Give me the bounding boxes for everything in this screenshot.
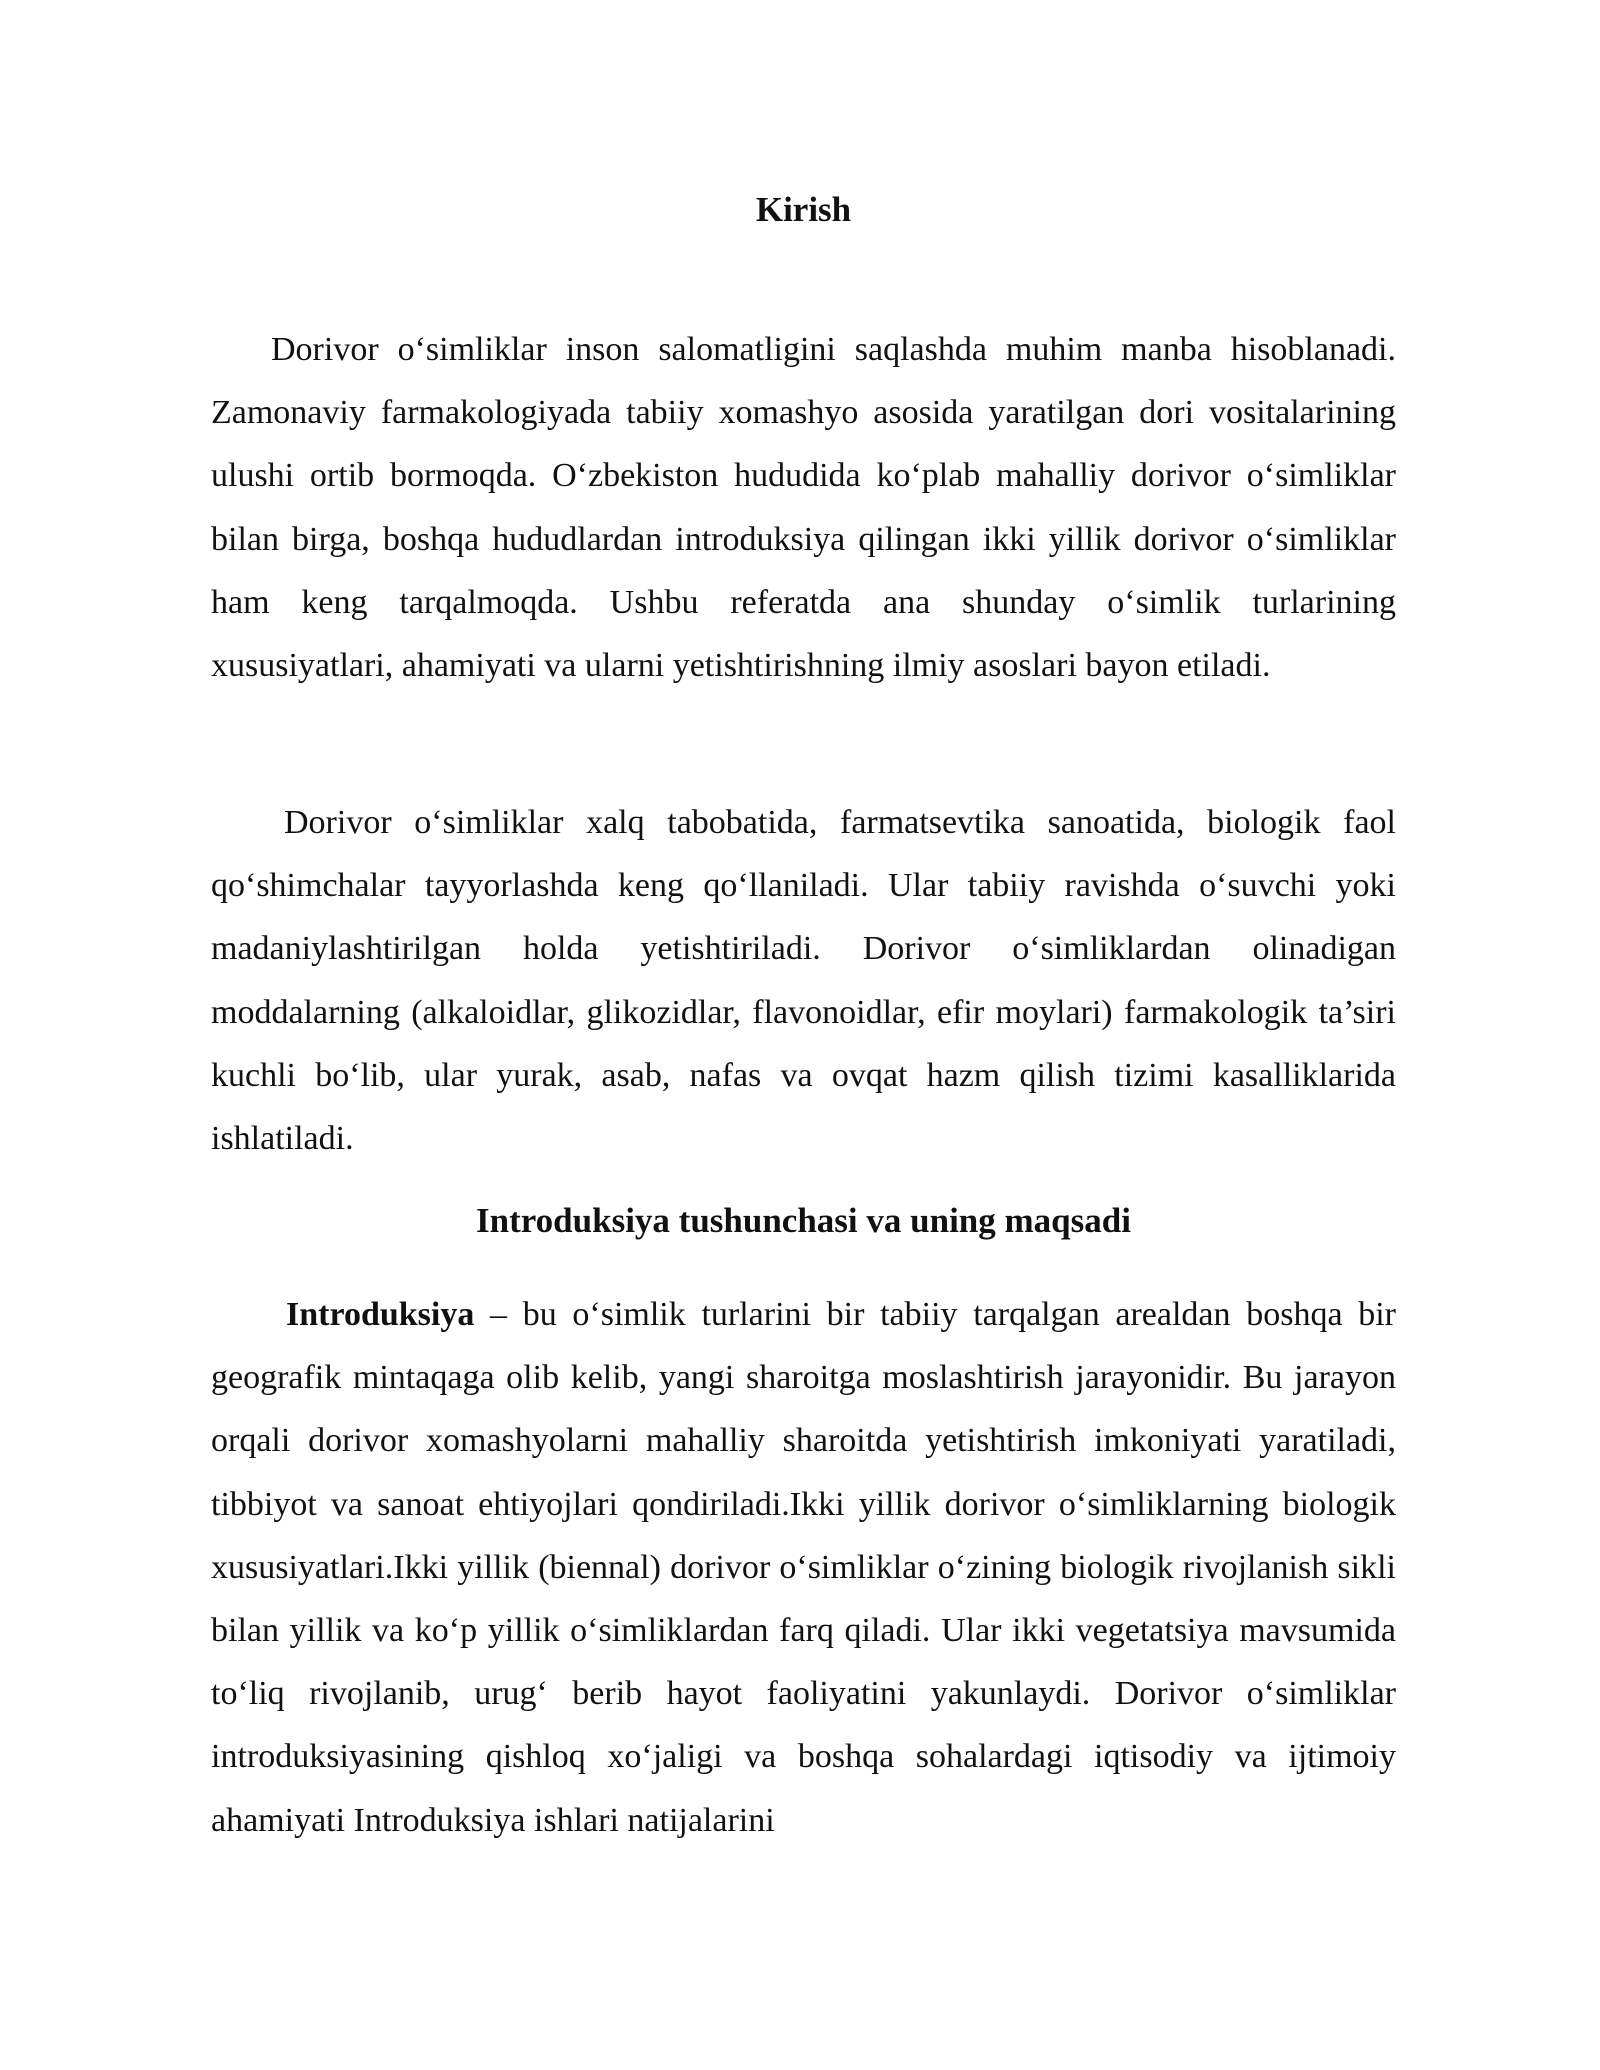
paragraph-introduksiya-text: – bu o‘simlik turlarini bir tabiiy tarqalgan arealdan boshqa bir geografik mintaqaga olib kelib, yangi sharoitga moslashtirish jarayonidir. Bu jarayon orqali dorivor xomashyolarni mahalliy sharoitda yetishtirish imkoniyati yaratiladi, tibbiyot va sanoat ehtiyojlari qondiriladi.Ikki yillik dorivor o‘simliklarning biologik xususiyatlari.Ikki yillik (biennal) dorivor o‘simliklar o‘zining biologik rivojlanish sikli bilan yillik va ko‘p yillik o‘simliklardan farq qiladi. Ular ikki vegetatsiya mavsumida to‘liq rivojlanib, urug‘ berib hayot faoliyatini yakunlaydi. Dorivor o‘simliklar introduksiyasining qishloq xo‘jaligi va boshqa sohalardagi iqtisodiy va ijtimoiy ahamiyati Introduksiya ishlari natijalarini — [211, 1296, 1396, 1839]
paragraph-introduksiya — [211, 1283, 1396, 1852]
document-page — [211, 0, 1396, 2070]
section-heading-kirish: Kirish — [755, 190, 852, 229]
paragraph-usage: Dorivor o‘simliklar xalq tabobatida, farmatsevtika sanoatida, biologik faol qo‘shimchalar tayyorlashda keng qo‘llaniladi. Ular tabiiy ravishda o‘suvchi yoki madaniylashtirilgan holda yetishtiriladi. Dorivor o‘simliklardan olinadigan moddalarning (alkaloidlar, glikozidlar, flavonoidlar, efir moylari) farmakologik ta’siri kuchli bo‘lib, ular yurak, asab, nafas va ovqat hazm qilish tizimi kasalliklarida ishlatiladi. — [211, 804, 1396, 1158]
paragraph-intro: Dorivor o‘simliklar inson salomatligini saqlashda muhim manba hisoblanadi. Zamonaviy farmakologiyada tabiiy xomashyo asosida yaratilgan dori vositalarining ulushi ortib bormoqda. O‘zbekiston hududida ko‘plab mahalliy dorivor o‘simliklar bilan birga, boshqa hududlardan introduksiya qilingan ikki yillik dorivor o‘simliklar ham keng tarqalmoqda. Ushbu referatda ana shunday o‘simlik turlarining xususiyatlari, ahamiyati va ularni yetishtirishning ilmiy asoslari bayon etiladi. — [211, 331, 1396, 685]
term-introduksiya: Introduksiya — [286, 1296, 475, 1333]
section-heading-introduksiya: Introduksiya tushunchasi va uning maqsadi — [476, 1201, 1131, 1240]
